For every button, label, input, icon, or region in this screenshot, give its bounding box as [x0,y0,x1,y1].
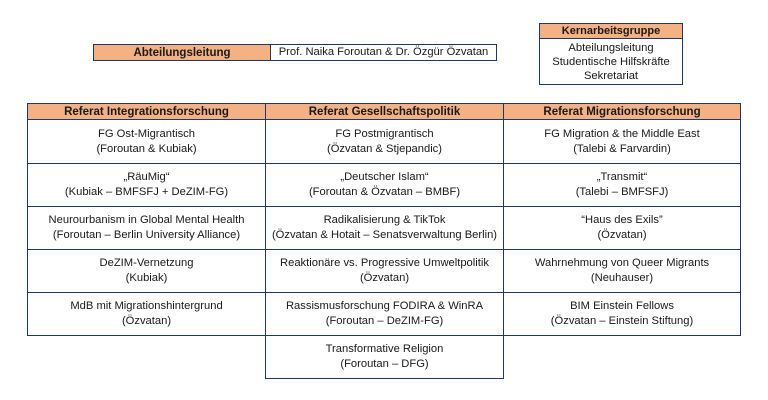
project-title: Wahrnehmung von Queer Migrants [534,257,710,269]
project-lead: (Talebi – BMFSFJ) [575,186,669,198]
column-header-text: Referat Migrationsforschung [543,105,701,118]
project-title: „RäuMig“ [123,171,170,183]
project-box [27,119,266,164]
project-title: „Transmit“ [596,171,648,183]
project-title: Transformative Religion [325,343,444,355]
project-box [265,163,504,207]
project-lead: (Talebi & Farvardin) [573,142,671,155]
core-group-member: Sekretariat [583,69,639,82]
project-title: DeZIM-Vernetzung [99,257,194,269]
project-lead: (Foroutan – DFG) [340,358,429,370]
project-box [503,292,741,336]
project-title: FG Migration & the Middle East [544,127,700,140]
project-title: Reaktionäre vs. Progressive Umweltpolitik [280,257,489,269]
core-group-title [539,23,683,39]
project-box [503,119,741,164]
project-box [27,163,266,207]
project-title: Radikalisierung & TikTok [323,214,446,226]
core-group-title-text: Kernarbeitsgruppe [561,25,661,37]
column-header-society [265,103,504,120]
column-header-integration [27,103,266,120]
project-title: MdB mit Migrationshintergrund [70,300,223,312]
leadership-names-text: Prof. Naika Foroutan & Dr. Özgür Özvatan [278,46,489,58]
project-box [27,206,266,250]
project-title: Neurourbanism in Global Mental Health [48,214,245,226]
project-lead: (Özvatan) [359,272,410,284]
column-header-text: Referat Integrationsforschung [64,105,229,118]
project-box [265,249,504,293]
project-title: “Haus des Exils” [581,214,663,226]
project-lead: (Özvatan & Stjepandic) [326,142,443,155]
leadership-label-text: Abteilungsleitung [133,46,231,59]
project-title: Rassismusforschung FODIRA & WinRA [285,300,484,312]
project-lead: (Foroutan & Özvatan – BMBF) [308,186,461,198]
project-lead: (Özvatan) [121,315,172,327]
project-lead: (Foroutan & Kubiak) [96,142,197,155]
project-title: FG Postmigrantisch [335,127,434,140]
project-box [265,206,504,250]
project-box [27,292,266,336]
project-box [27,249,266,293]
project-lead: (Kubiak) [125,272,168,284]
project-box [265,335,504,379]
core-group-member: Studentische Hilfskräfte [552,55,670,68]
project-lead: (Foroutan – DeZIM-FG) [325,315,444,327]
project-box [265,292,504,336]
project-box [265,119,504,164]
project-lead: (Özvatan – Einstein Stiftung) [550,315,694,327]
core-group-member: Abteilungsleitung [568,41,654,54]
project-box [503,249,741,293]
project-box [503,206,741,250]
project-lead: (Kubiak – BMFSFJ + DeZIM-FG) [64,186,229,198]
leadership-names [270,44,497,61]
core-group-members [539,38,683,85]
project-lead: (Özvatan) [597,229,647,241]
project-lead: (Özvatan & Hotait – Senatsverwaltung Berlin) [271,229,498,241]
column-header-text: Referat Gesellschaftspolitik [308,105,461,118]
project-title: BIM Einstein Fellows [570,300,674,312]
project-lead: (Neuhauser) [590,272,654,284]
column-header-migration [503,103,741,120]
project-title: „Deutscher Islam“ [340,171,429,183]
project-title: FG Ost-Migrantisch [98,127,195,140]
project-box [503,163,741,207]
project-lead: (Foroutan – Berlin University Alliance) [52,229,241,241]
leadership-label [93,44,271,61]
